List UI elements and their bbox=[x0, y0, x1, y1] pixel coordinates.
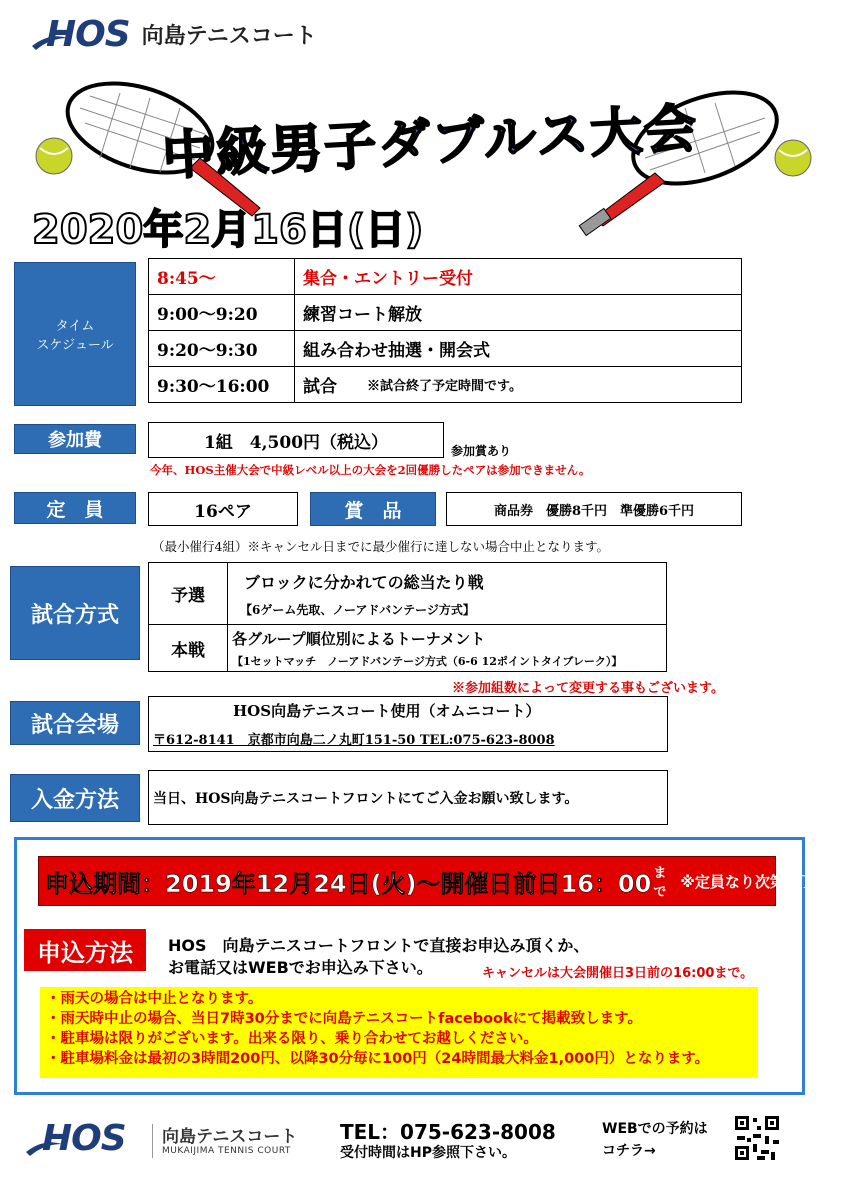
main-label: 本戦 bbox=[148, 624, 228, 672]
footer-divider bbox=[152, 1124, 153, 1158]
fee-value: 1組 4,500円（税込） bbox=[148, 422, 444, 458]
capacity-note: （最小催行4組）※キャンセル日までに最少催行に達しない場合中止となります。 bbox=[152, 539, 609, 554]
format-note: ※参加組数によって変更する事もございます。 bbox=[452, 681, 724, 696]
venue-box bbox=[148, 696, 668, 752]
notice-box bbox=[40, 987, 758, 1078]
footer-web-line1: WEBでの予約は bbox=[602, 1121, 708, 1137]
notice-item: ・駐車場料金は最初の3時間200円、以降30分毎に100円（24時間最大料金1,000円）となります。 bbox=[46, 1051, 710, 1067]
footer-venue-name-en: MUKAIJIMA TENNIS COURT bbox=[162, 1146, 291, 1156]
fee-warning: 今年、HOS主催大会で中級レベル以上の大会を2回優勝したペアは参加できません。 bbox=[150, 463, 591, 477]
venue-address: 〒612-8141 京都市向島二ノ丸町151-50 TEL:075-623-8008 bbox=[153, 733, 555, 748]
schedule-time: 9:20～9:30 bbox=[148, 330, 295, 367]
method-label: 申込方法 bbox=[24, 929, 146, 971]
payment-text: 当日、HOS向島テニスコートフロントにてご入金お願い致します。 bbox=[148, 770, 668, 825]
payment-label: 入金方法 bbox=[10, 774, 140, 822]
schedule-label bbox=[14, 262, 136, 406]
header-venue-name: 向島テニスコート bbox=[141, 23, 317, 49]
schedule-note: ※試合終了予定時間です。 bbox=[367, 379, 522, 394]
method-line1: HOS 向島テニスコートフロントで直接お申込み頂くか、 bbox=[168, 936, 590, 955]
footer-web-line2: コチラ→ bbox=[602, 1143, 656, 1159]
schedule-event: 組み合わせ抽選・開会式 bbox=[294, 330, 742, 367]
format-label: 試合方式 bbox=[10, 566, 140, 660]
prelim-rule: 【6ゲーム先取、ノーアドバンテージ方式】 bbox=[240, 602, 475, 617]
prize-value: 商品券 優勝8千円 準優勝6千円 bbox=[446, 492, 742, 526]
capacity-label: 定 員 bbox=[14, 492, 136, 524]
cancel-note: キャンセルは大会開催日3日前の16:00まで。 bbox=[482, 966, 754, 981]
period-text: 申込期間：2019年12月24日(火)～開催日前日16：00 bbox=[45, 869, 652, 898]
prize-label: 賞 品 bbox=[310, 492, 436, 526]
page-title: 中級男子ダブルス大会 bbox=[160, 98, 700, 187]
period-note: ※定員なり次第終了です。 bbox=[680, 872, 859, 891]
schedule-time: 8:45～ bbox=[148, 258, 295, 295]
period-suffix: まで bbox=[653, 866, 667, 900]
footer-logo-text: HOS bbox=[42, 1118, 126, 1159]
footer-tel: TEL：075-623-8008 bbox=[340, 1120, 556, 1144]
schedule-event: 試合 bbox=[303, 377, 337, 397]
main-box bbox=[227, 624, 667, 672]
footer-hours: 受付時間はHP参照下さい。 bbox=[340, 1145, 516, 1161]
schedule-label-line2: スケジュール bbox=[36, 338, 114, 353]
footer-venue-name: 向島テニスコート bbox=[162, 1127, 298, 1147]
schedule-event: 集合・エントリー受付 bbox=[294, 258, 742, 295]
notice-item: ・雨天時中止の場合、当日7時30分までに向島テニスコートfacebookにて掲載致します。 bbox=[46, 1011, 642, 1027]
qr-code-icon[interactable] bbox=[733, 1114, 781, 1162]
footer-logo bbox=[24, 1118, 164, 1164]
prelim-box bbox=[227, 562, 667, 625]
logo-text: HOS bbox=[46, 13, 130, 55]
prelim-label: 予選 bbox=[148, 562, 228, 625]
notice-item: ・雨天の場合は中止となります。 bbox=[46, 991, 263, 1007]
schedule-event-row bbox=[294, 366, 742, 403]
event-date: 2020年2月16日(日) bbox=[32, 207, 424, 253]
fee-note: 参加賞あり bbox=[451, 444, 512, 458]
prelim-text: ブロックに分かれての総当たり戦 bbox=[244, 572, 484, 592]
application-period bbox=[38, 856, 859, 906]
venue-label: 試合会場 bbox=[10, 701, 140, 745]
schedule-time: 9:00～9:20 bbox=[148, 294, 295, 331]
method-line2: お電話又はWEBでお申込み下さい。 bbox=[168, 958, 433, 977]
fee-label: 参加費 bbox=[14, 424, 136, 454]
venue-name: HOS向島テニスコート使用（オムニコート） bbox=[233, 702, 541, 720]
schedule-label-line1: タイム bbox=[55, 319, 95, 334]
header-logo bbox=[30, 10, 370, 58]
schedule-event: 練習コート解放 bbox=[294, 294, 742, 331]
schedule-time: 9:30～16:00 bbox=[148, 366, 295, 403]
capacity-value: 16ペア bbox=[148, 492, 298, 526]
main-text: 各グループ順位別によるトーナメント bbox=[232, 629, 486, 648]
swoosh-icon bbox=[30, 24, 70, 54]
notice-item: ・駐車場は限りがございます。出来る限り、乗り合わせてお越しください。 bbox=[46, 1031, 538, 1047]
main-rule: 【1セットマッチ ノーアドバンテージ方式（6-6 12ポイントタイブレーク）】 bbox=[232, 654, 623, 668]
